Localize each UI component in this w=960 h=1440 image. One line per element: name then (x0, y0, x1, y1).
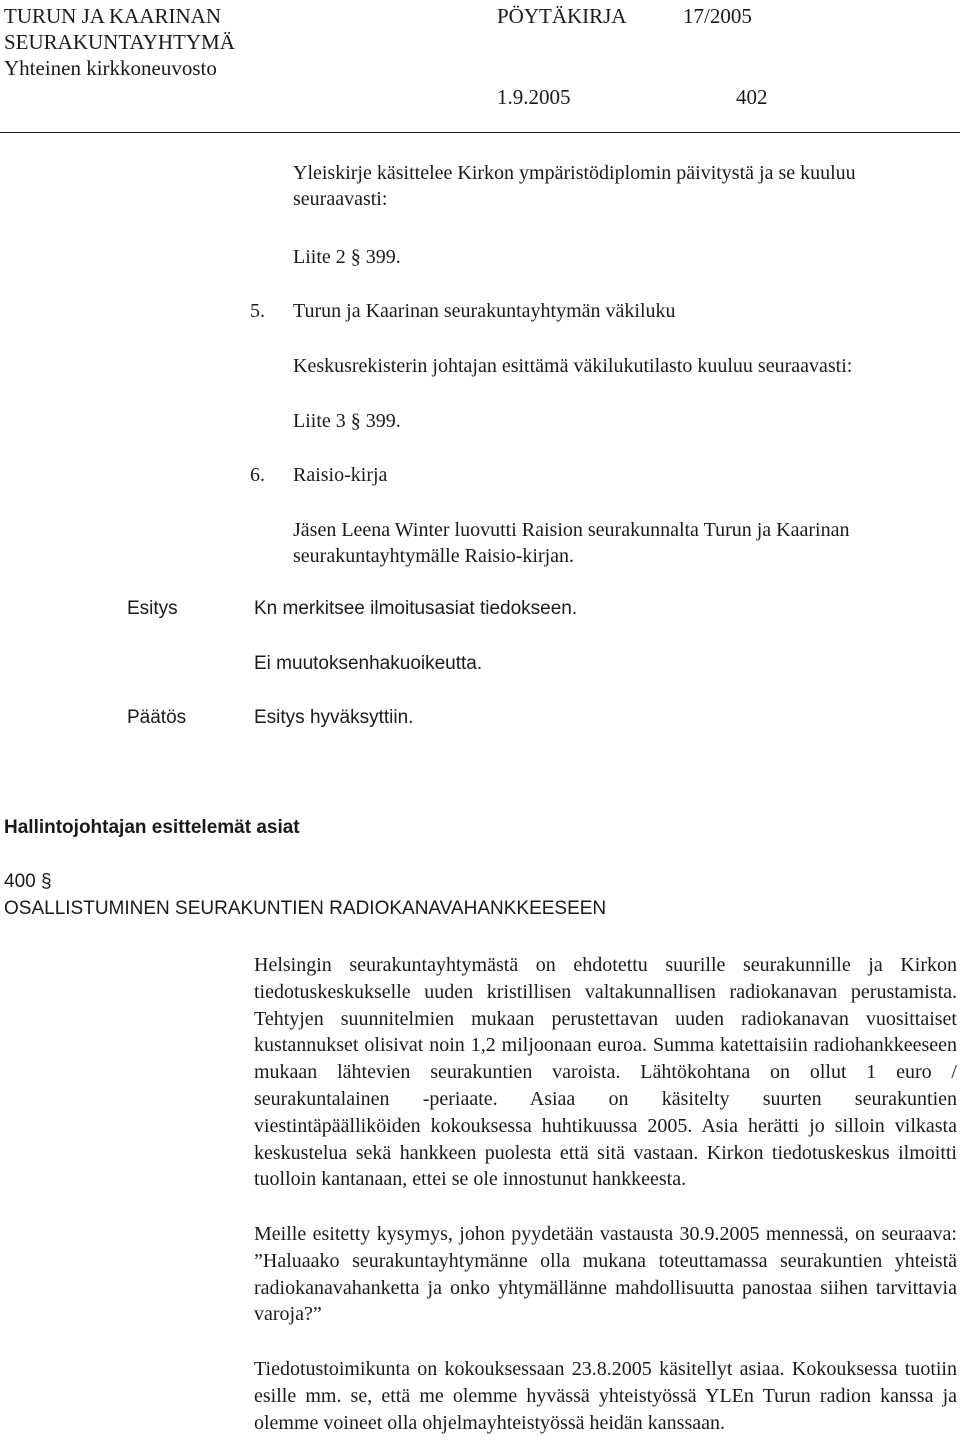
paragraph-number: 400 § (4, 871, 52, 892)
org-name-line3: Yhteinen kirkkoneuvosto (4, 56, 217, 80)
item-5-number: 5. (250, 300, 265, 322)
item-6-line-2: seurakuntayhtymälle Raisio-kirjan. (293, 545, 575, 567)
document-date: 1.9.2005 (497, 85, 571, 109)
item-6-number: 6. (250, 464, 265, 486)
attachment-ref-3: Liite 3 § 399. (293, 410, 401, 432)
decision-text: Esitys hyväksyttiin. (254, 707, 414, 728)
document-type: PÖYTÄKIRJA (497, 4, 627, 28)
intro-line-1: Yleiskirje käsittelee Kirkon ympäristödiplomin päivitystä ja se kuuluu (293, 162, 856, 184)
section-heading: Hallintojohtajan esittelemät asiat (4, 817, 300, 838)
item-5-text: Keskusrekisterin johtajan esittämä väkilukutilasto kuuluu seuraavasti: (293, 355, 853, 377)
attachment-ref-2: Liite 2 § 399. (293, 246, 401, 268)
org-name-line1: TURUN JA KAARINAN (4, 4, 222, 28)
item-5-title: Turun ja Kaarinan seurakuntayhtymän väkiluku (293, 300, 676, 322)
header-divider (0, 132, 960, 133)
body-paragraph-3: Tiedotustoimikunta on kokouksessaan 23.8.2005 käsitellyt asiaa. Kokouksessa tuotiin esille mm. se, että me olemme hyvässä yhteistyössä YLEn Turun radion kanssa ja olemme voineet olla ohjelmayhteistyössä heidän kanssaan. (254, 1358, 957, 1434)
item-6-title: Raisio-kirja (293, 464, 388, 486)
org-name-line2: SEURAKUNTAYHTYMÄ (4, 30, 235, 54)
proposal-label: Esitys (127, 598, 178, 619)
proposal-text: Kn merkitsee ilmoitusasiat tiedokseen. (254, 598, 578, 619)
body-paragraph-2: Meille esitetty kysymys, johon pyydetään vastausta 30.9.2005 mennessä, on seuraava: ”Haluaako seurakuntayhtymänne olla mukana toteuttamassa seurakuntien yhteistä radiokanavahanketta ja onko yhtymällänne mahdollisuutta panostaa siihen tarvittavia varoja?” (254, 1223, 957, 1326)
appeal-note: Ei muutoksenhakuoikeutta. (254, 653, 483, 674)
document-number: 17/2005 (683, 4, 752, 28)
page-number: 402 (736, 85, 768, 109)
intro-line-2: seuraavasti: (293, 188, 388, 210)
paragraph-title: OSALLISTUMINEN SEURAKUNTIEN RADIOKANAVAHANKKEESEEN (4, 898, 607, 919)
body-paragraph-1: Helsingin seurakuntayhtymästä on ehdotettu suurille seurakunnille ja Kirkon tiedotuskeskukselle uuden kristillisen valtakunnallisen radiokanavan perustamista. Tehtyjen suunnitelmien mukaan perustettavan uuden radiokanavan vuosittaiset kustannukset olisivat noin 1,2 miljoonaan euroa. Summa katettaisiin radiohankkeeseen mukaan lähtevien seurakuntien varoista. Lähtökohtana on ollut 1 euro / seurakuntalainen -periaate. Asiaa on käsitelty suurten seurakuntien viestintäpäälliköiden kokouksessa huhtikuussa 2005. Asia herätti jo silloin vilkasta keskustelua sekä hankkeen puolesta että sitä vastaan. Kirkon tiedotuskeskus ilmoitti tuolloin kantanaan, ettei se ole innostunut hankkeesta. (254, 954, 957, 1191)
item-6-line-1: Jäsen Leena Winter luovutti Raision seurakunnalta Turun ja Kaarinan (293, 519, 850, 541)
decision-label: Päätös (127, 707, 187, 728)
